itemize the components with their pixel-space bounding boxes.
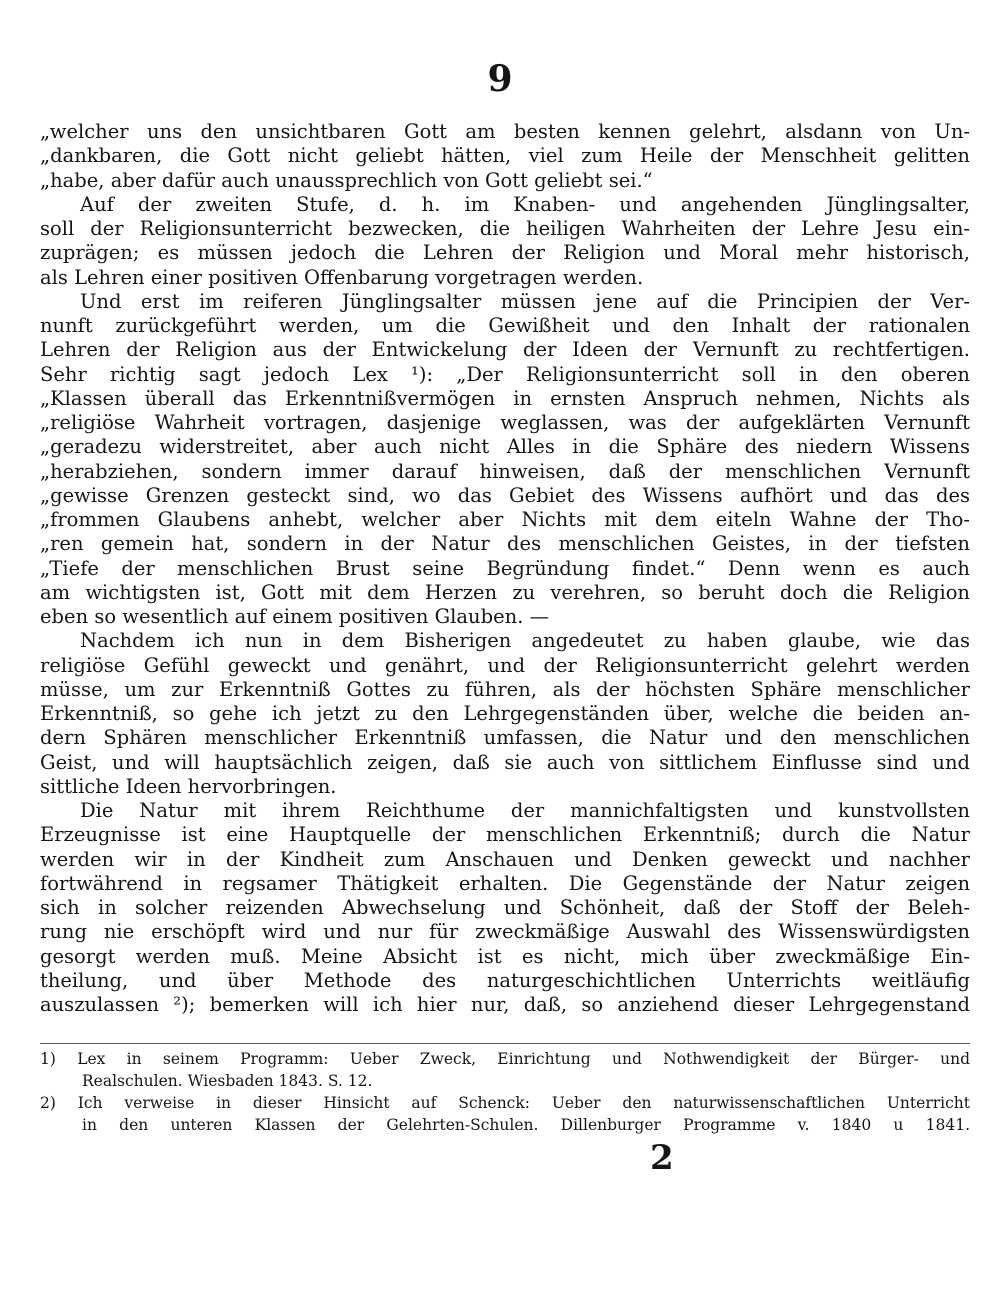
- text-line: Geist, und will hauptsächlich zeigen, daß sie auch von sittlichem Einflusse sind und: [40, 750, 970, 774]
- footnote-line: 1) Lex in seinem Programm: Ueber Zweck, Einrichtung und Nothwendigkeit der Bürger- und: [40, 1050, 970, 1068]
- text-line: Nachdem ich nun in dem Bisherigen angedeutet zu haben glaube, wie das: [80, 629, 970, 653]
- text-line: „ren gemein hat, sondern in der Natur des menschlichen Geistes, in der tiefsten: [40, 532, 970, 556]
- text-line: „Klassen überall das Erkenntnißvermögen in ernsten Anspruch nehmen, Nichts als: [40, 386, 970, 410]
- text-line: dern Sphären menschlicher Erkenntniß umfassen, die Natur und den menschlichen: [40, 726, 970, 750]
- text-line: theilung, und über Methode des naturgeschichtlichen Unterrichts weitläufig: [40, 968, 970, 992]
- text-line: am wichtigsten ist, Gott mit dem Herzen zu verehren, so beruht doch die Religion: [40, 580, 970, 604]
- text-line: werden wir in der Kindheit zum Anschauen und Denken geweckt und nachher: [40, 847, 970, 871]
- text-line: Erzeugnisse ist eine Hauptquelle der menschlichen Erkenntniß; durch die Natur: [40, 823, 970, 847]
- text-line: eben so wesentlich auf einem positiven Glauben. —: [40, 605, 550, 628]
- text-line: Die Natur mit ihrem Reichthume der mannichfaltigsten und kunstvollsten: [80, 799, 970, 822]
- text-line: „Tiefe der menschlichen Brust seine Begründung findet.“ Denn wenn es auch: [40, 556, 970, 580]
- text-line: Lehren der Religion aus der Entwickelung der Ideen der Vernunft zu rechtfertigen.: [40, 338, 970, 362]
- footnote-line: 2) Ich verweise in dieser Hinsicht auf Schenck: Ueber den naturwissenschaftlichen Unterricht: [40, 1094, 970, 1112]
- text-line: „herabziehen, sondern immer darauf hinweisen, daß der menschlichen Vernunft: [40, 459, 970, 483]
- text-line: religiöse Gefühl geweckt und genährt, und der Religionsunterricht gelehrt werden: [40, 653, 970, 677]
- footnote-divider: [40, 1043, 970, 1044]
- text-line: „welcher uns den unsichtbaren Gott am besten kennen gelehrt, alsdann von Un-: [40, 120, 970, 143]
- text-line: soll der Religionsunterricht bezwecken, die heiligen Wahrheiten der Lehre Jesu ein-: [40, 217, 970, 240]
- text-line: Sehr richtig sagt jedoch Lex ¹): „Der Religionsunterricht soll in den oberen: [40, 362, 970, 386]
- text-line: „gewisse Grenzen gesteckt sind, wo das Gebiet des Wissens aufhört und das des: [40, 483, 970, 507]
- footnote-line: Realschulen. Wiesbaden 1843. S. 12.: [82, 1072, 373, 1090]
- text-line: müsse, um zur Erkenntniß Gottes zu führen, als der höchsten Sphäre menschlicher: [40, 677, 970, 701]
- footnotes: [40, 1048, 970, 1136]
- text-line: rung nie erschöpft wird und nur für zweckmäßige Auswahl des Wissenswürdigsten: [40, 920, 970, 944]
- text-line: „frommen Glaubens anhebt, welcher aber Nichts mit dem eiteln Wahne der Tho-: [40, 508, 970, 531]
- text-line: „habe, aber dafür auch unaussprechlich von Gott geliebt sei.“: [40, 168, 653, 192]
- text-line: Erkenntniß, so gehe ich jetzt zu den Lehrgegenständen über, welche die beiden an-: [40, 702, 970, 725]
- page-number: 9: [487, 58, 513, 100]
- text-line: „religiöse Wahrheit vortragen, dasjenige weglassen, was der aufgeklärten Vernunft: [40, 411, 970, 434]
- text-line: sittliche Ideen hervorbringen.: [40, 774, 337, 798]
- text-line: „geradezu widerstreitet, aber auch nicht Alles in die Sphäre des niedern Wissens: [40, 435, 970, 459]
- text-line: sich in solcher reizenden Abwechselung und Schönheit, daß der Stoff der Beleh-: [40, 896, 970, 919]
- text-line: Auf der zweiten Stufe, d. h. im Knaben- und angehenden Jünglingsalter,: [80, 192, 970, 216]
- text-line: „dankbaren, die Gott nicht geliebt hätten, viel zum Heile der Menschheit gelitten: [40, 144, 970, 168]
- text-line: Und erst im reiferen Jünglingsalter müssen jene auf die Principien der Ver-: [80, 289, 970, 313]
- footnote-line: in den unteren Klassen der Gelehrten-Schulen. Dillenburger Programme v. 1840 u 1841.: [82, 1116, 970, 1134]
- text-line: gesorgt werden muß. Meine Absicht ist es nicht, mich über zweckmäßige Ein-: [40, 944, 970, 968]
- text-line: zuprägen; es müssen jedoch die Lehren der Religion und Moral mehr historisch,: [40, 241, 970, 265]
- text-line: fortwährend in regsamer Thätigkeit erhalten. Die Gegenstände der Natur zeigen: [40, 871, 970, 895]
- text-line: nunft zurückgeführt werden, um die Gewißheit und den Inhalt der rationalen: [40, 314, 970, 337]
- text-line: auszulassen ²); bemerken will ich hier nur, daß, so anziehend dieser Lehrgegenstand: [40, 993, 970, 1016]
- text-line: als Lehren einer positiven Offenbarung vorgetragen werden.: [40, 265, 644, 289]
- body-text: [40, 120, 970, 1017]
- signature-mark: 2: [650, 1138, 674, 1178]
